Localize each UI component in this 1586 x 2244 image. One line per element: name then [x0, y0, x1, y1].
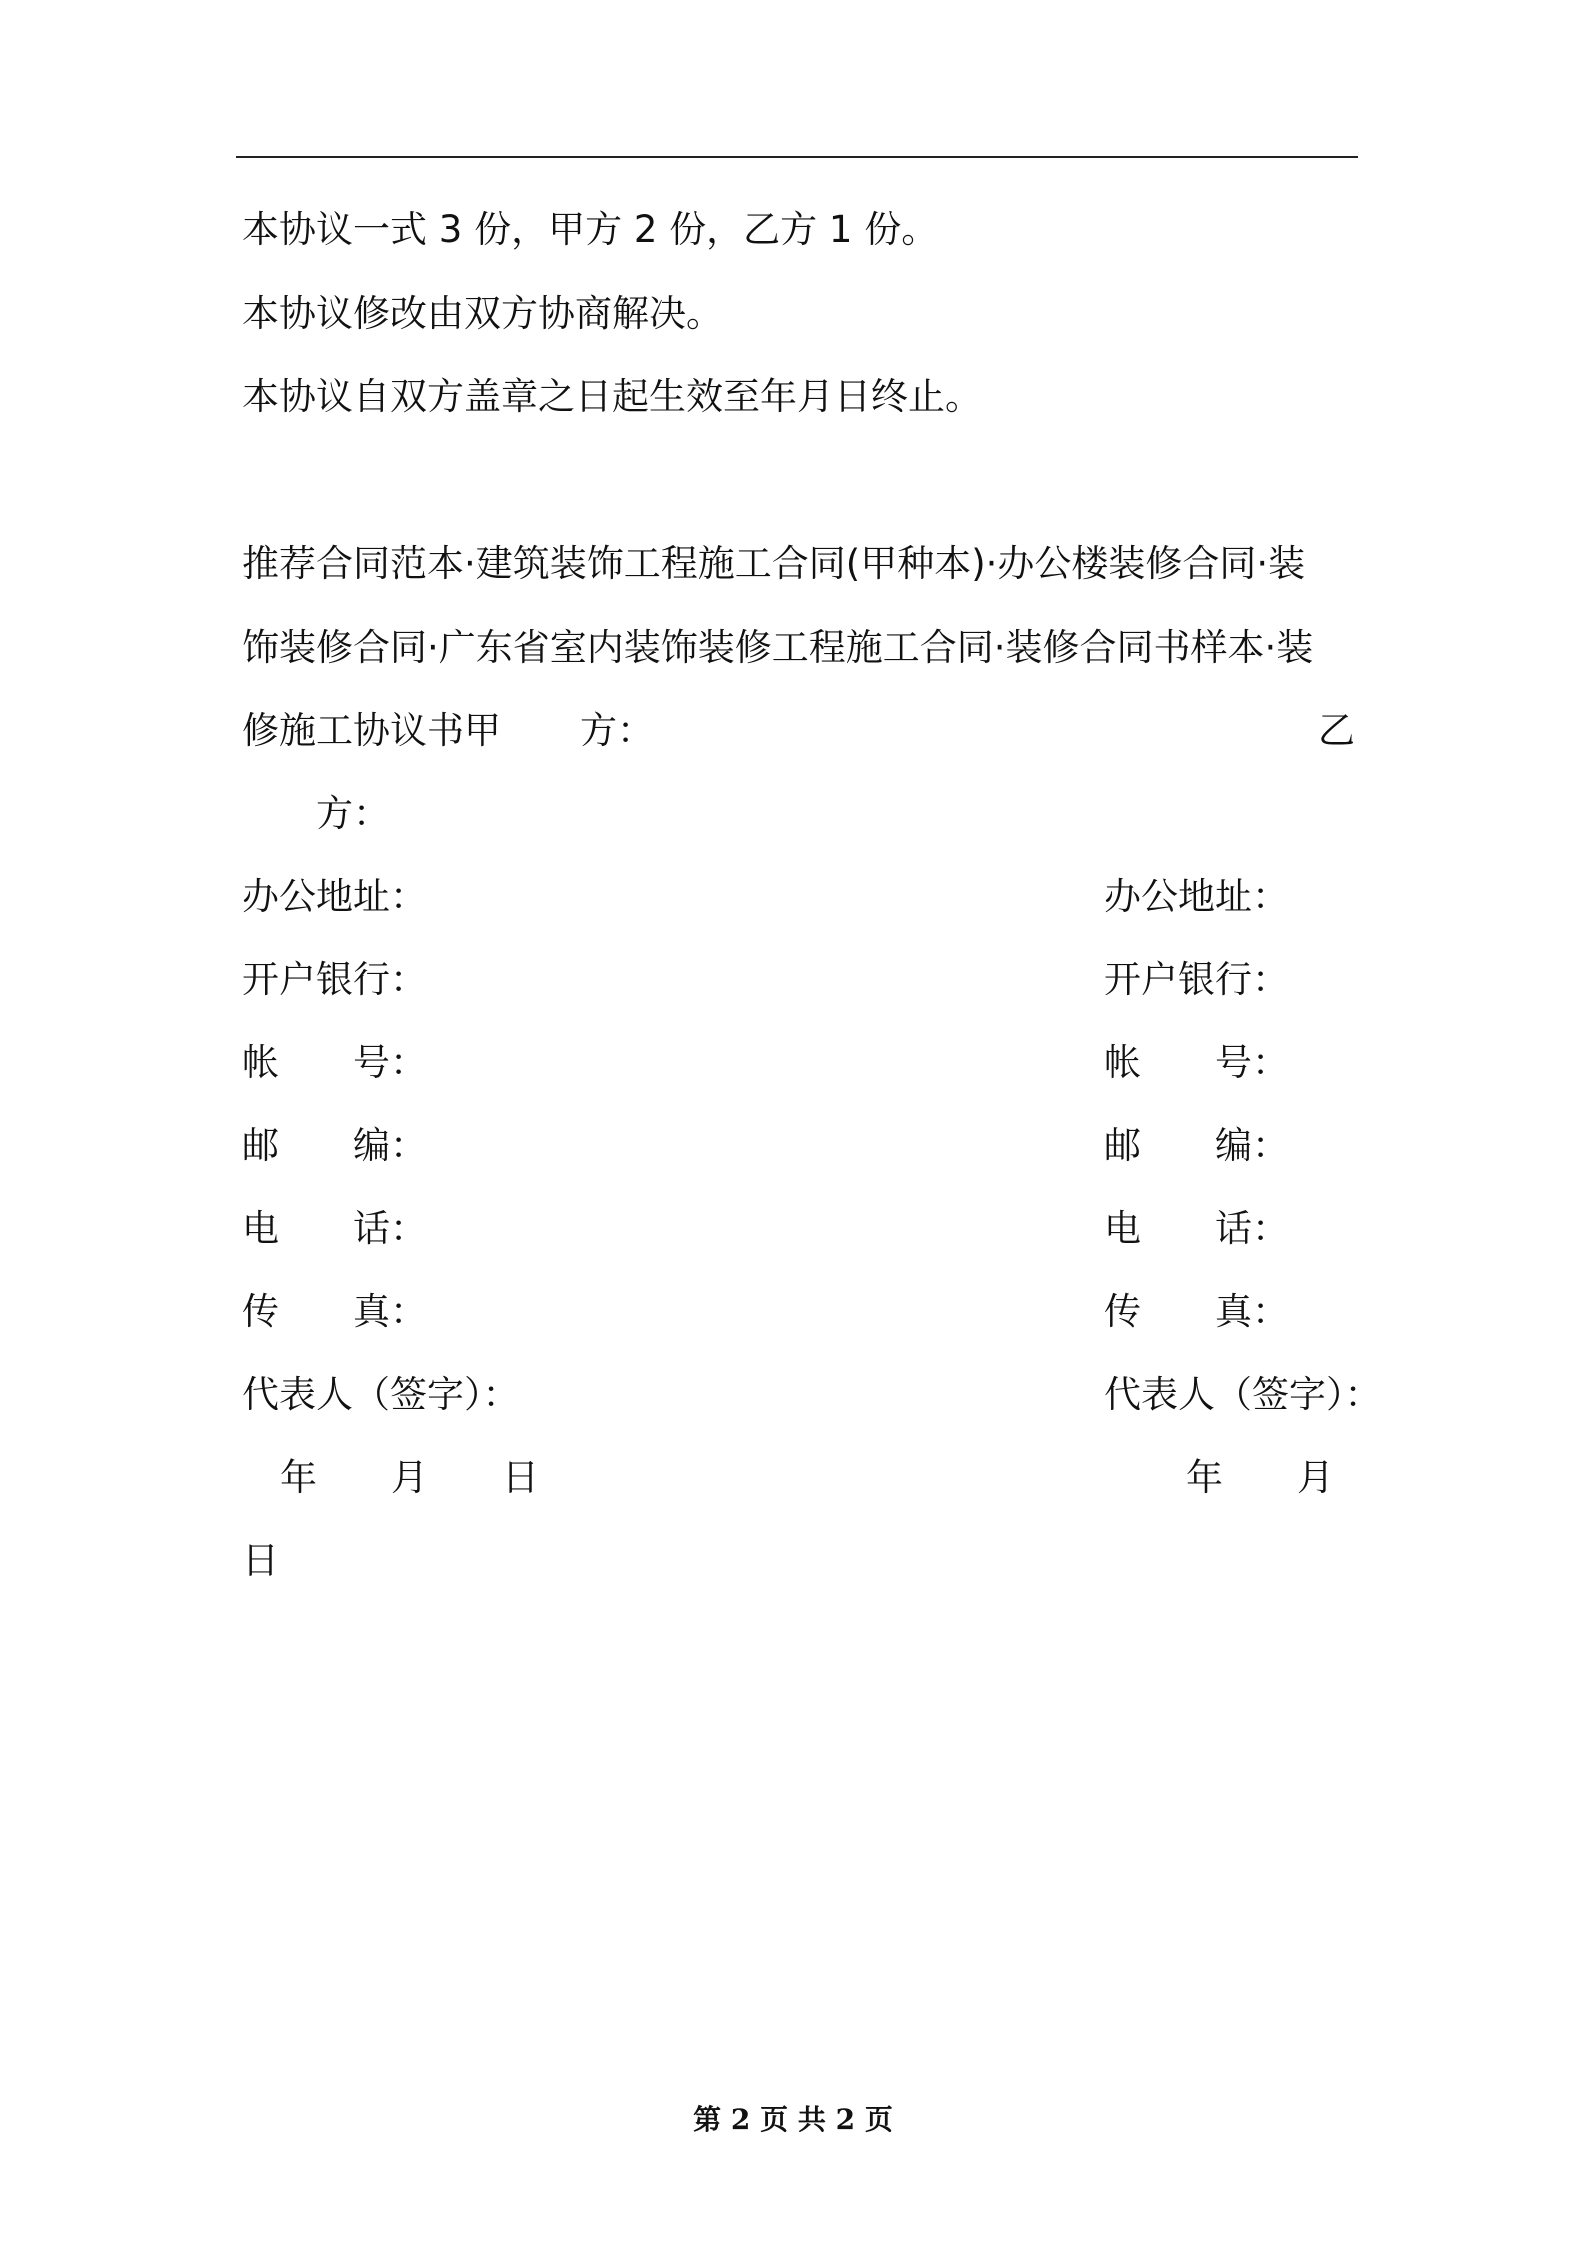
party-a-label: 方：	[580, 709, 654, 752]
header-rule	[236, 156, 1358, 158]
page-number: 第 2 页 共 2 页	[693, 2103, 893, 2136]
party-b-account: 帐 号：	[1104, 1041, 1289, 1084]
party-b-date-day: 日	[242, 1539, 279, 1582]
party-b-bank: 开户银行：	[1104, 958, 1289, 1001]
clause-amendment: 本协议修改由双方协商解决。	[242, 292, 723, 335]
party-b-fax: 传 真：	[1104, 1290, 1289, 1333]
party-b-label-char1: 乙	[1318, 709, 1355, 752]
party-a-date: 年 月 日	[280, 1456, 539, 1499]
party-a-account: 帐 号：	[242, 1041, 427, 1084]
party-a-fax: 传 真：	[242, 1290, 427, 1333]
recommended-line-1: 推荐合同范本·建筑装饰工程施工合同(甲种本)·办公楼装修合同·装	[242, 542, 1306, 585]
party-b-label-char2: 方：	[316, 792, 390, 835]
party-a-office-address: 办公地址：	[242, 875, 427, 918]
party-a-postcode: 邮 编：	[242, 1124, 427, 1167]
party-a-representative: 代表人（签字）：	[242, 1373, 520, 1416]
party-b-representative: 代表人（签字）：	[1104, 1373, 1382, 1416]
clause-copies: 本协议一式 3 份，甲方 2 份，乙方 1 份。	[242, 208, 939, 251]
party-b-date: 年 月	[1186, 1456, 1334, 1499]
party-b-office-address: 办公地址：	[1104, 875, 1289, 918]
recommended-line-3: 修施工协议书甲	[242, 709, 501, 752]
clause-effective: 本协议自双方盖章之日起生效至年月日终止。	[242, 375, 982, 418]
party-a-phone: 电 话：	[242, 1207, 427, 1250]
party-b-phone: 电 话：	[1104, 1207, 1289, 1250]
recommended-line-2: 饰装修合同·广东省室内装饰装修工程施工合同·装修合同书样本·装	[242, 626, 1314, 669]
party-b-postcode: 邮 编：	[1104, 1124, 1289, 1167]
party-a-bank: 开户银行：	[242, 958, 427, 1001]
